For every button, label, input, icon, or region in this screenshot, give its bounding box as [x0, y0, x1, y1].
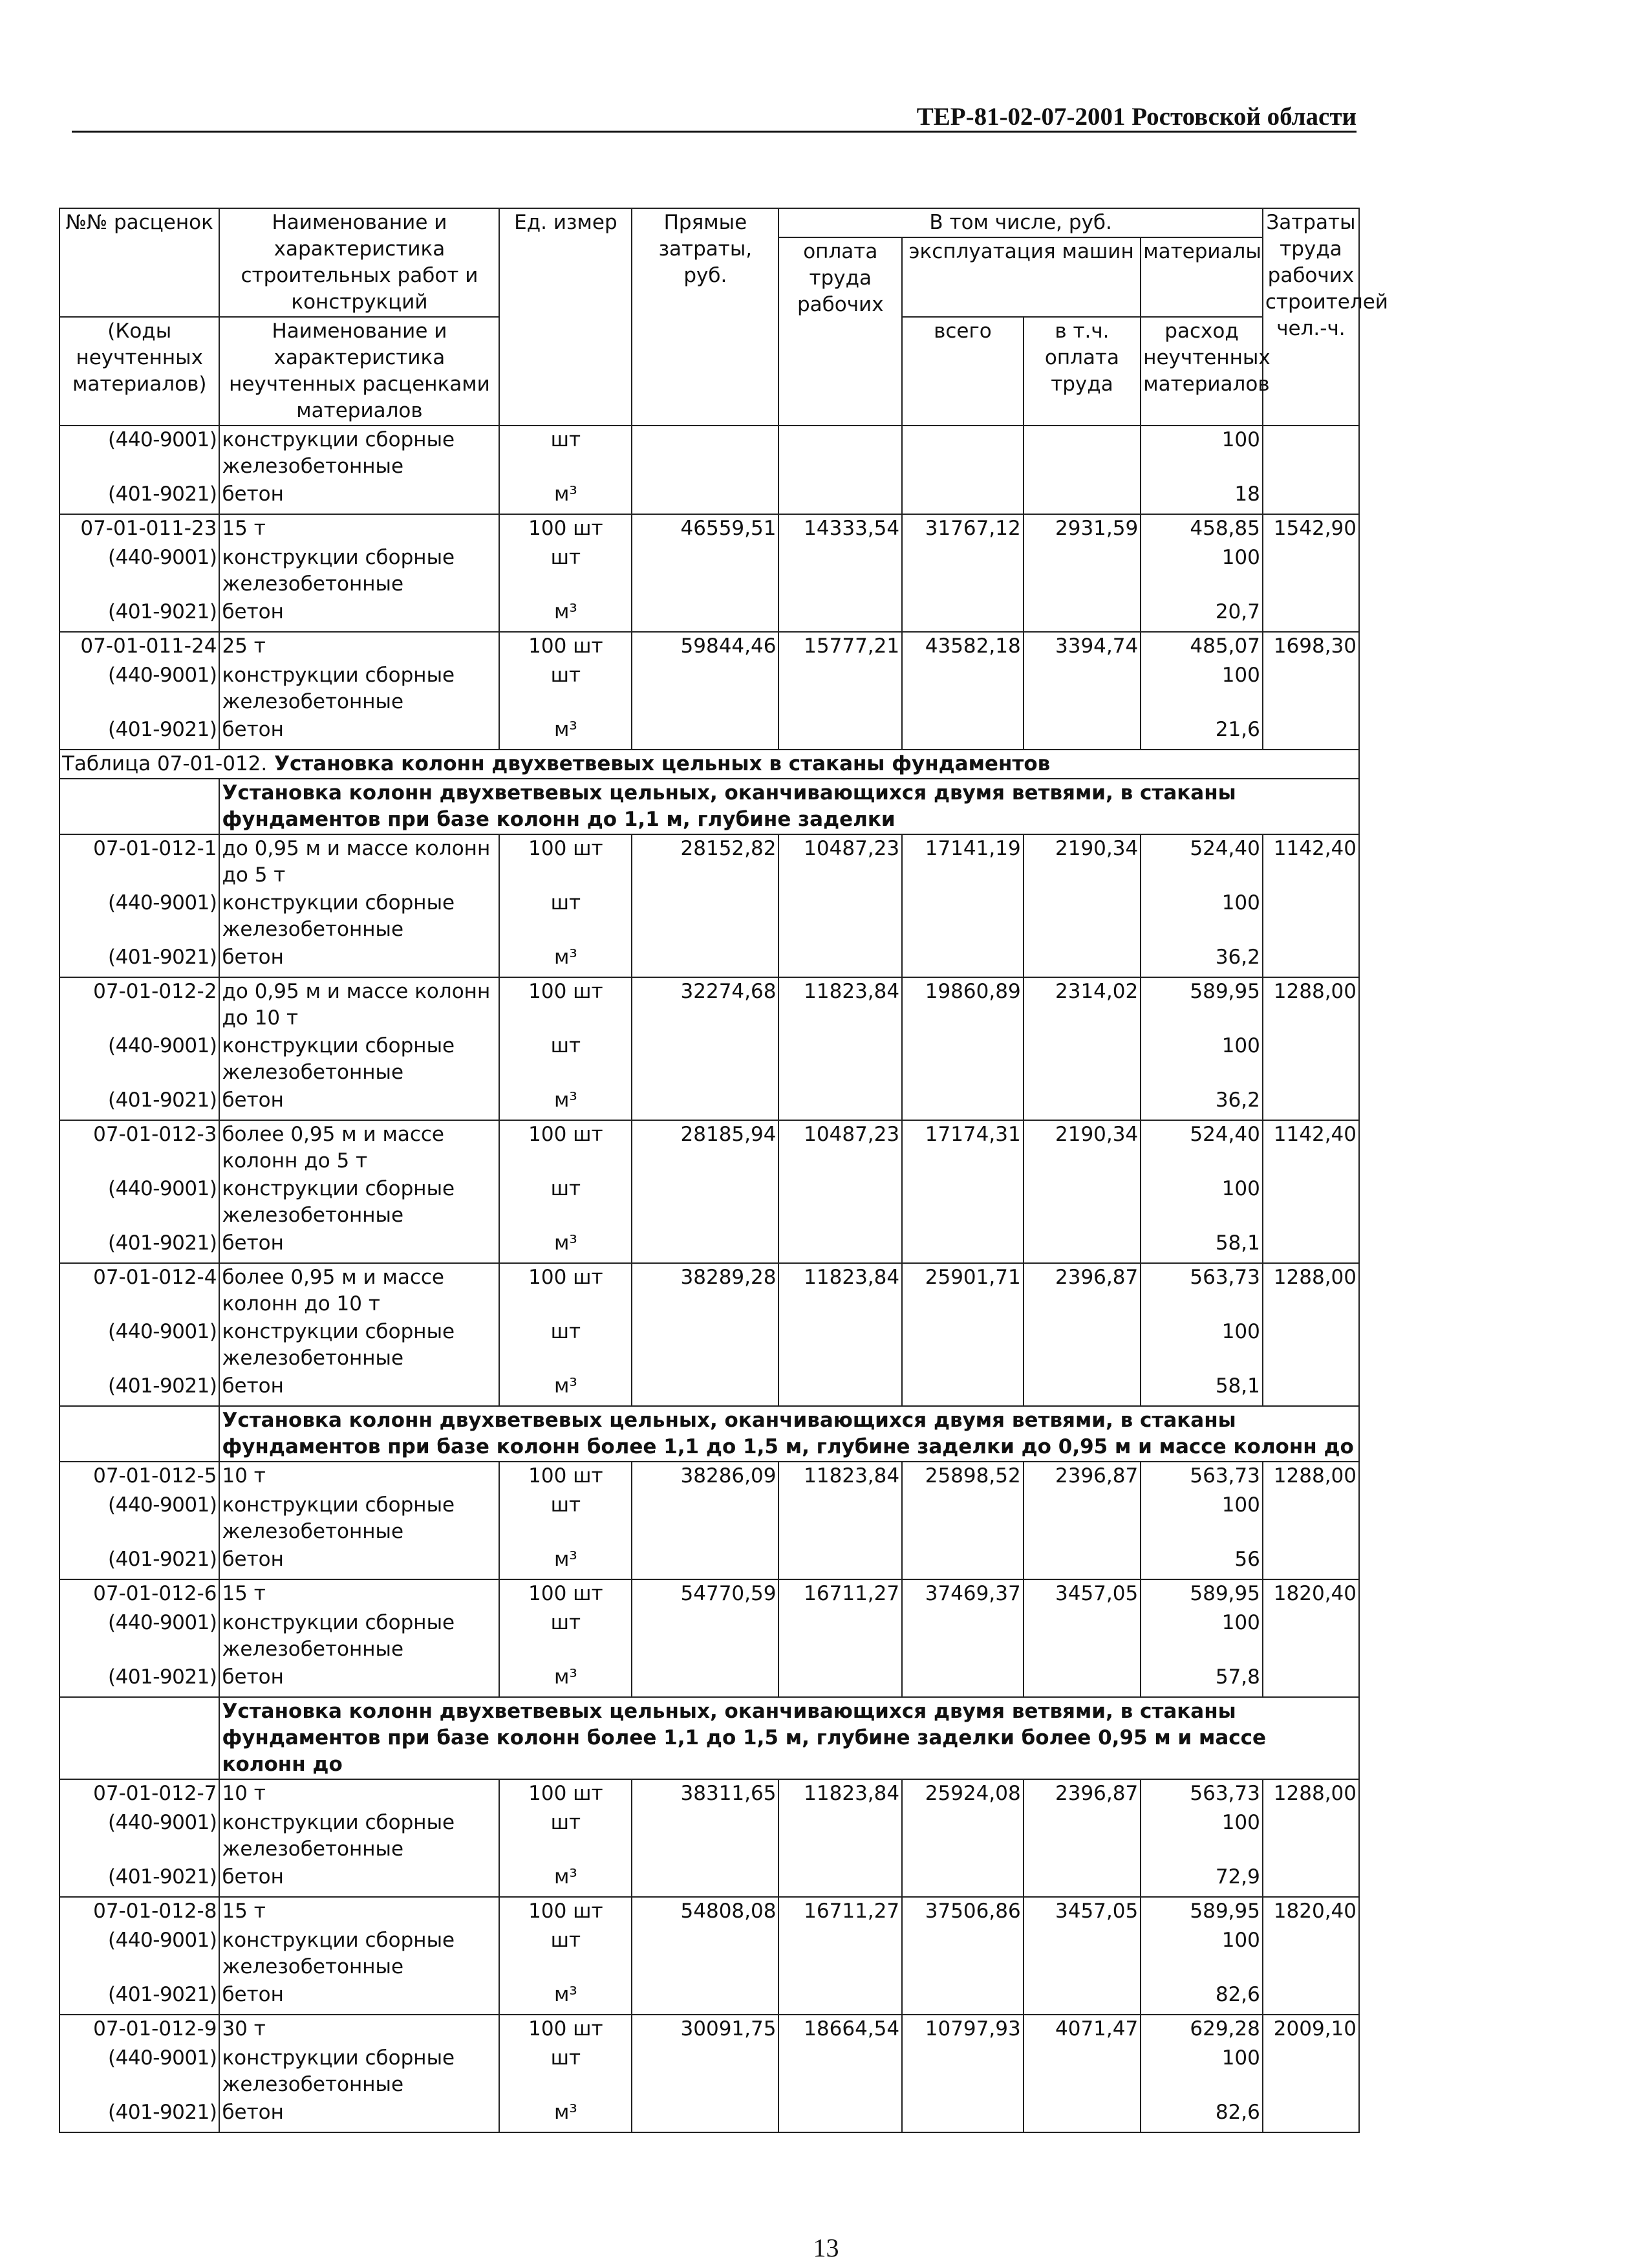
rate-name: 15 т	[219, 1579, 499, 1609]
material-row: (401-9021) бетон м³ 56	[59, 1546, 1359, 1579]
header-including: В том числе, руб.	[778, 208, 1262, 237]
rate-row: 07-01-012-5 10 т 100 шт 38286,09 11823,84 25898,52 2396,87 563,73 1288,00	[59, 1462, 1359, 1491]
material-row: (401-9021) бетон м³ 20,7	[59, 598, 1359, 632]
material-row: (440-9001) конструкции сборные железобетонные шт 100	[59, 426, 1359, 481]
rate-name: 30 т	[219, 2015, 499, 2044]
material-row: (401-9021) бетон м³ 58,1	[59, 1229, 1359, 1263]
material-row: (440-9001) конструкции сборные железобетонные шт 100	[59, 2044, 1359, 2099]
rate-code: 07-01-012-5	[59, 1462, 219, 1491]
section-heading: Установка колонн двухветвевых цельных, оканчивающихся двумя ветвями, в стаканы фундаментов при базе колонн до 1,1 м, глубине заделки	[219, 779, 1359, 834]
header-machines: эксплуатация машин	[902, 237, 1141, 317]
rate-name: 10 т	[219, 1779, 499, 1809]
rate-row: 07-01-012-1 до 0,95 м и массе колонн до 5 т 100 шт 28152,82 10487,23 17141,19 2190,34 524,40 1142,40	[59, 834, 1359, 889]
rate-row: 07-01-012-7 10 т 100 шт 38311,65 11823,84 25924,08 2396,87 563,73 1288,00	[59, 1779, 1359, 1809]
header-material-use: расход неучтенных материалов	[1141, 317, 1263, 426]
material-row: (440-9001) конструкции сборные железобетонные шт 100	[59, 1032, 1359, 1087]
rate-name: 15 т	[219, 514, 499, 544]
document-title: ТЕР-81-02-07-2001 Ростовской области	[916, 103, 1357, 131]
material-row: (401-9021) бетон м³ 72,9	[59, 1863, 1359, 1897]
header-direct-costs: Прямые затраты, руб.	[632, 208, 778, 426]
rate-name: более 0,95 м и массе колонн до 10 т	[219, 1263, 499, 1318]
page-header	[72, 103, 1357, 133]
rate-code: 07-01-012-2	[59, 977, 219, 1032]
rate-code: 07-01-011-24	[59, 632, 219, 662]
page-number: 13	[813, 2233, 839, 2262]
rate-row: 07-01-011-24 25 т 100 шт 59844,46 15777,21 43582,18 3394,74 485,07 1698,30	[59, 632, 1359, 662]
rate-name: 15 т	[219, 1897, 499, 1927]
rate-code: 07-01-012-8	[59, 1897, 219, 1927]
material-row: (440-9001) конструкции сборные железобетонные шт 100	[59, 1491, 1359, 1546]
rate-name: 10 т	[219, 1462, 499, 1491]
header-materials: материалы	[1141, 237, 1263, 317]
rate-code: 07-01-012-3	[59, 1120, 219, 1175]
material-row: (401-9021) бетон м³ 82,6	[59, 2099, 1359, 2132]
rate-code: 07-01-011-23	[59, 514, 219, 544]
rate-code: 07-01-012-1	[59, 834, 219, 889]
rate-code: 07-01-012-6	[59, 1579, 219, 1609]
material-row: (401-9021) бетон м³ 82,6	[59, 1981, 1359, 2015]
material-row: (440-9001) конструкции сборные железобетонные шт 100	[59, 662, 1359, 716]
rate-name: до 0,95 м и массе колонн до 10 т	[219, 977, 499, 1032]
rate-code: 07-01-012-7	[59, 1779, 219, 1809]
material-row: (440-9001) конструкции сборные железобетонные шт 100	[59, 1609, 1359, 1663]
table-title: Установка колонн двухветвевых цельных в стаканы фундаментов	[274, 752, 1051, 775]
header-rate-number: №№ расценок	[59, 208, 219, 317]
header-machines-labor: в т.ч. оплата труда	[1024, 317, 1141, 426]
material-row: (401-9021) бетон м³ 36,2	[59, 1087, 1359, 1120]
table-title-row	[59, 750, 1359, 779]
header-machines-total: всего	[902, 317, 1024, 426]
rate-row: 07-01-012-2 до 0,95 м и массе колонн до 10 т 100 шт 32274,68 11823,84 19860,89 2314,02 589,95 1288,00	[59, 977, 1359, 1032]
rate-code: 07-01-012-4	[59, 1263, 219, 1318]
rates-table	[59, 208, 1388, 2133]
section-heading: Установка колонн двухветвевых цельных, оканчивающихся двумя ветвями, в стаканы фундаментов при базе колонн более 1,1 до 1,5 м, глубине заделки до 0,95 м и массе колонн до	[219, 1406, 1359, 1462]
material-row: (401-9021) бетон м³ 36,2	[59, 944, 1359, 977]
rate-row: 07-01-012-6 15 т 100 шт 54770,59 16711,27 37469,37 3457,05 589,95 1820,40	[59, 1579, 1359, 1609]
header-material-codes: (Коды неучтенных материалов)	[59, 317, 219, 426]
header-unit: Ед. измер	[499, 208, 632, 426]
section-heading: Установка колонн двухветвевых цельных, оканчивающихся двумя ветвями, в стаканы фундаментов при базе колонн более 1,1 до 1,5 м, глубине заделки более 0,95 м и массе колонн до	[219, 1697, 1359, 1779]
material-row: (440-9001) конструкции сборные железобетонные шт 100	[59, 1927, 1359, 1981]
material-row: (401-9021) бетон м³ 58,1	[59, 1372, 1359, 1406]
material-row: (440-9001) конструкции сборные железобетонные шт 100	[59, 889, 1359, 944]
material-row: (440-9001) конструкции сборные железобетонные шт 100	[59, 544, 1359, 598]
rate-name: 25 т	[219, 632, 499, 662]
rate-row: 07-01-012-3 более 0,95 м и массе колонн до 5 т 100 шт 28185,94 10487,23 17174,31 2190,34 524,40 1142,40	[59, 1120, 1359, 1175]
rate-row: 07-01-012-9 30 т 100 шт 30091,75 18664,54 10797,93 4071,47 629,28 2009,10	[59, 2015, 1359, 2044]
material-row: (440-9001) конструкции сборные железобетонные шт 100	[59, 1318, 1359, 1372]
section-row	[59, 1697, 1359, 1779]
section-row	[59, 1406, 1359, 1462]
rate-row: 07-01-012-8 15 т 100 шт 54808,08 16711,27 37506,86 3457,05 589,95 1820,40	[59, 1897, 1359, 1927]
header-labor-pay: оплата труда рабочих	[778, 237, 902, 426]
rate-name: более 0,95 м и массе колонн до 5 т	[219, 1120, 499, 1175]
header-work-name: Наименование и характеристика строительных работ и конструкций	[219, 208, 499, 317]
rate-code: 07-01-012-9	[59, 2015, 219, 2044]
material-row: (401-9021) бетон м³ 21,6	[59, 716, 1359, 750]
header-worker-hours: Затраты труда рабочих строителей чел.-ч.	[1263, 208, 1359, 426]
material-row: (401-9021) бетон м³ 18	[59, 481, 1359, 514]
rate-row: 07-01-012-4 более 0,95 м и массе колонн до 10 т 100 шт 38289,28 11823,84 25901,71 2396,87 563,73 1288,00	[59, 1263, 1359, 1318]
table-number: Таблица 07-01-012.	[62, 752, 268, 775]
material-row: (440-9001) конструкции сборные железобетонные шт 100	[59, 1809, 1359, 1863]
rate-row: 07-01-011-23 15 т 100 шт 46559,51 14333,54 31767,12 2931,59 458,85 1542,90	[59, 514, 1359, 544]
section-row	[59, 779, 1359, 834]
material-row: (440-9001) конструкции сборные железобетонные шт 100	[59, 1175, 1359, 1229]
header-material-names: Наименование и характеристика неучтенных расценками материалов	[219, 317, 499, 426]
material-row: (401-9021) бетон м³ 57,8	[59, 1663, 1359, 1697]
rate-name: до 0,95 м и массе колонн до 5 т	[219, 834, 499, 889]
